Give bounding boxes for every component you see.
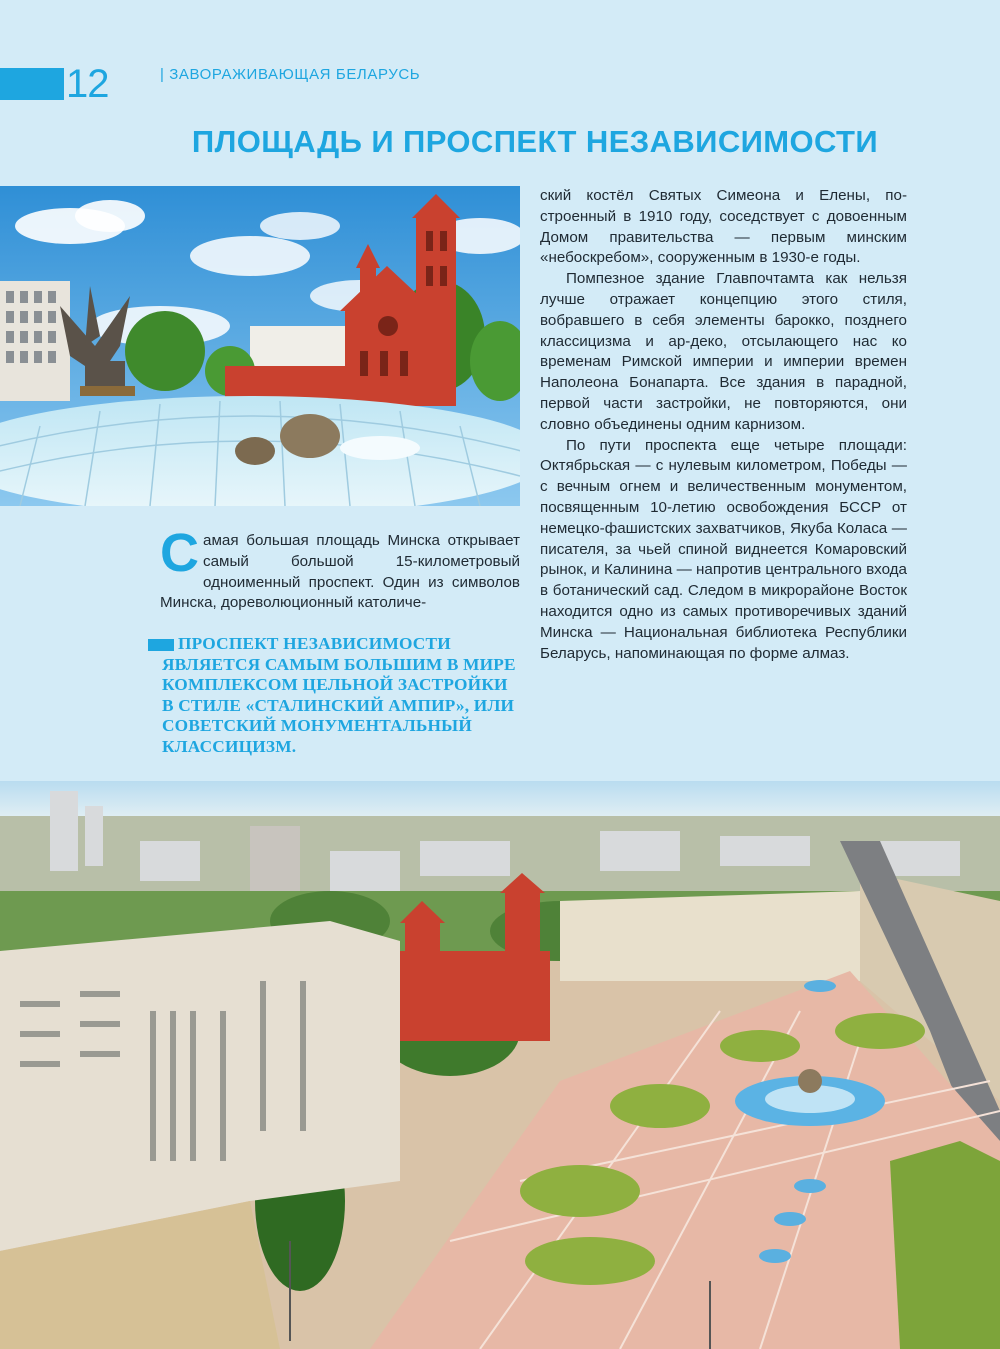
paragraph-2: Помпезное здание Главпочтамта как нельзя лучше отражает концепцию этого стиля, вобравшего в себя элементы барокко, позднего классицизма и ар-деко, отсылающего нас ко временам Римской империи и империи времен Наполеона Бонапарта. Все здания в парадной, первой части застройки, не повторяются, они словно объединены одним карнизом.: [540, 270, 907, 433]
intro-text: амая большая площадь Минска открывает самый большой 15-километровый одноименный проспект. Один из символов Минска, дореволюционный католиче-: [160, 532, 520, 612]
page-number: 12: [66, 62, 109, 106]
article-intro: [160, 523, 520, 614]
section-title: | ЗАВОРАЖИВАЮЩАЯ БЕЛАРУСЬ: [160, 66, 421, 83]
pull-quote: [162, 634, 522, 758]
paragraph-1: ский костёл Святых Симеона и Елены, построенный в 1910 году, соседствует с довоенным Домом правительства — первым минским «небоскребом», сооруженным в 1930-е годы.: [540, 187, 907, 267]
photo-aerial-square: [0, 781, 1000, 1349]
photo-church-fountain: [0, 186, 520, 506]
page-number-bar: [0, 68, 64, 100]
article-column-right: [540, 186, 907, 664]
article-title: ПЛОЩАДЬ И ПРОСПЕКТ НЕЗАВИСИМОСТИ: [191, 124, 879, 159]
drop-cap: С: [160, 523, 199, 583]
pull-quote-text: ПРОСПЕКТ НЕЗАВИСИМОСТИ ЯВЛЯЕТСЯ САМЫМ БОЛЬШИМ В МИРЕ КОМПЛЕКСОМ ЦЕЛЬНОЙ ЗАСТРОЙКИ В СТИЛЕ «СТАЛИНСКИЙ АМПИР», ИЛИ СОВЕТСКИЙ МОНУМЕНТАЛЬНЫЙ КЛАССИЦИЗМ.: [162, 634, 516, 756]
paragraph-3: По пути проспекта еще четыре площади: Октябрьская — с нулевым километром, Победы — с вечным огнем и величественным монументом, посвященным 10-летию освобождения БССР от немецко-фашистских захватчиков, Якуба Коласа — писателя, за чьей спиной виднеется Комаровский рынок, и Калинина — напротив центрального входа в ботанический сад. Следом в микрорайоне Восток находится одно из самых противоречивых зданий Минска — Национальная библиотека Республики Беларусь, напоминающая по форме алмаз.: [540, 436, 907, 662]
